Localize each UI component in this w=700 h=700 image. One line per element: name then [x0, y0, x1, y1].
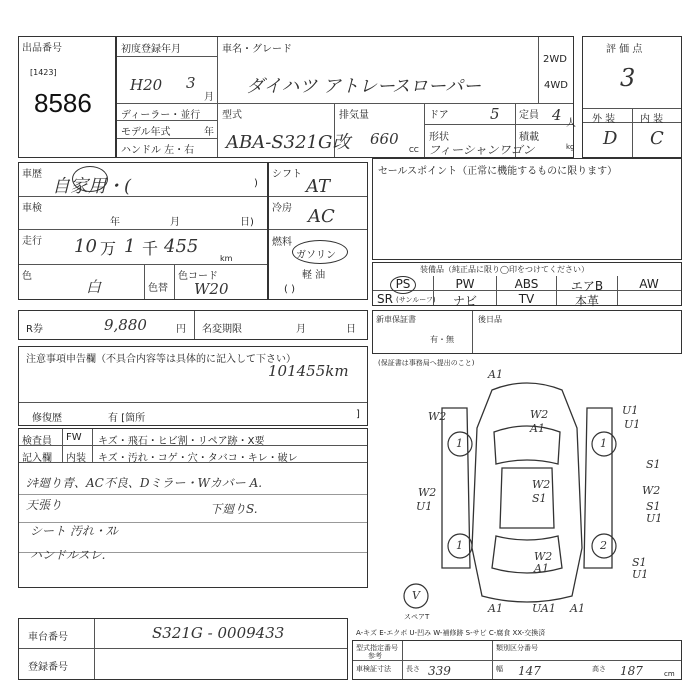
- shift-value: AT: [306, 176, 331, 197]
- deadline-label: 名変期限: [202, 324, 242, 335]
- warranty-label: 新車保証書: [376, 315, 416, 324]
- mark-w2-d: W2: [418, 486, 437, 499]
- km-unit: km: [220, 254, 233, 263]
- divider: [19, 264, 267, 265]
- divider: [269, 229, 367, 230]
- displacement: 660: [370, 130, 399, 148]
- mark-u1-a: U1: [622, 404, 639, 417]
- divider: [402, 641, 403, 679]
- mark-a1-d: A1: [488, 602, 503, 615]
- inspection-day-unit: 日): [240, 217, 254, 228]
- divider: [62, 429, 63, 462]
- hand-note-4: シート 汚れ・ｽﾚ: [30, 524, 118, 538]
- drive-2wd: 2WD: [543, 54, 567, 65]
- divider: [19, 402, 367, 403]
- width-label: 幅: [496, 665, 503, 673]
- guarantee-note: (保証書は事務局へ提出のこと): [378, 359, 475, 367]
- dims-label: 型式指定番号: [356, 644, 398, 652]
- interior-label: 内 装: [640, 114, 664, 125]
- handle-label: ハンドル 左・右: [121, 145, 195, 156]
- history-circle: [72, 166, 108, 192]
- chassis-number: S321G - 0009433: [152, 624, 285, 642]
- mark-a1-top: A1: [488, 368, 503, 381]
- dealer-label: ディーラー・並行: [121, 110, 201, 121]
- shape-label: 形状: [429, 132, 449, 143]
- inspection-year-unit: 年: [110, 217, 120, 228]
- wheel-mark-fr: 1: [600, 437, 607, 450]
- score-label: 評 価 点: [606, 44, 643, 55]
- sales-label: セールスポイント（正常に機能するものに限ります）: [378, 166, 618, 177]
- repair-close: ]: [356, 409, 360, 420]
- ac-value: AC: [308, 206, 335, 227]
- fw-items: キズ・飛石・ヒビ割・リペア跡・X要: [98, 436, 265, 447]
- equip-aw: AW: [639, 277, 659, 291]
- displacement-label: 排気量: [339, 110, 369, 121]
- equip-sr: SR: [377, 292, 393, 306]
- notes-label: 注意事項申告欄（不具合内容等は具体的に記入して下さい）: [26, 354, 296, 365]
- mark-a1-c: A1: [534, 562, 549, 575]
- repair-value: 有 [箇所: [108, 413, 146, 424]
- recycle-value: 9,880: [104, 316, 147, 334]
- fuel-label: 燃料: [272, 237, 292, 248]
- height-value: 187: [620, 664, 643, 678]
- car-windshield: [494, 426, 560, 464]
- equip-pw: PW: [455, 277, 475, 291]
- wheel-mark-rl: 1: [456, 539, 463, 552]
- equip-abs: ABS: [514, 277, 539, 291]
- divider: [19, 648, 347, 649]
- exterior-label: 外 装: [592, 114, 616, 125]
- warranty-options: 有・無: [430, 335, 454, 344]
- history-close: ): [254, 178, 258, 189]
- color-code-label: 色コード: [178, 271, 218, 282]
- interior-check-label: 内装: [66, 453, 86, 464]
- spare-label: スペアT: [404, 613, 430, 621]
- repair-label: 修復歴: [32, 413, 62, 424]
- warranty-box: [372, 310, 682, 354]
- grade: スローパー: [392, 76, 482, 97]
- mileage-1k: 1: [124, 236, 136, 257]
- car-name: ダイハツ アトレー: [246, 76, 396, 97]
- hand-note-2: 天張り: [26, 498, 63, 512]
- sen-unit: 千: [142, 239, 159, 258]
- inspector-label-1: 検査員: [22, 436, 52, 447]
- man-unit: 万: [100, 239, 117, 258]
- shift-label: シフト: [272, 169, 302, 180]
- len-value: 339: [428, 664, 451, 678]
- mark-a1-b: A1: [530, 422, 545, 435]
- fuel-gas: ガソリン: [296, 250, 336, 261]
- capacity-label: 定員: [519, 110, 539, 121]
- doors: 5: [490, 105, 500, 123]
- wheel-mark-rr: 2: [600, 539, 607, 552]
- equip-navi: ナビ: [452, 294, 477, 308]
- divider: [632, 108, 633, 157]
- drive-4wd: 4WD: [544, 80, 568, 91]
- len-label: 長さ: [406, 665, 420, 673]
- recycle-label: R券: [26, 324, 43, 335]
- color-value: 白: [86, 278, 102, 296]
- divider: [492, 641, 493, 679]
- car-outline: [472, 383, 582, 602]
- fw-label: FW: [66, 432, 82, 443]
- mileage-note: 101455km: [268, 362, 349, 380]
- chassis-label: 車台番号: [28, 632, 68, 643]
- divider: [117, 56, 217, 57]
- mark-u1-b: U1: [624, 418, 641, 431]
- model-code: ABA-S321G改: [226, 132, 351, 153]
- mark-w2-f: W2: [534, 550, 553, 563]
- dims-ref: 参考: [368, 652, 382, 660]
- car-name-label: 車名・グレード: [222, 44, 292, 55]
- mark-s1-d: S1: [632, 556, 647, 569]
- divider: [217, 37, 218, 157]
- inner-label: 車検証寸法: [356, 665, 391, 673]
- cc-unit: CC: [409, 146, 419, 154]
- model-year-label: モデル年式: [121, 127, 171, 138]
- mark-s1-a: S1: [532, 492, 547, 505]
- damage-legend: A-キズ E-エクボ U-凹み W-補修跡 S-サビ C-腐食 XX-交換済: [356, 629, 546, 637]
- door-label: ドア: [429, 110, 449, 121]
- hand-note-1: ｼｷ廻り青、AC不良、Dミラー・Wカバー A.: [26, 476, 263, 490]
- model-year-unit: 年: [204, 127, 214, 138]
- equip-tv: TV: [518, 292, 535, 306]
- equip-ps: PS: [395, 277, 411, 291]
- divider: [144, 265, 145, 299]
- deadline-month: 月: [296, 324, 306, 335]
- divider: [92, 429, 93, 462]
- mark-u1-c: U1: [416, 500, 433, 513]
- recycle-unit: 円: [176, 324, 186, 335]
- interior-items: キズ・汚れ・コゲ・穴・タバコ・キレ・破レ: [98, 453, 298, 464]
- deadline-day: 日: [346, 324, 356, 335]
- reg-label: 初度登録年月: [121, 44, 181, 55]
- mark-ua1: UA1: [532, 602, 556, 615]
- mileage-label: 走行: [22, 236, 42, 247]
- mark-w2-a: W2: [530, 408, 549, 421]
- hand-note-3: 下廻りS.: [210, 502, 258, 516]
- reg-month-unit: 月: [204, 92, 214, 103]
- mileage-rest: 455: [164, 236, 199, 257]
- inspection-month-unit: 月: [170, 217, 180, 228]
- mileage-10k: 10: [74, 236, 97, 257]
- load-unit: kg: [566, 143, 575, 151]
- cm-unit: cm: [664, 670, 675, 678]
- height-label: 高さ: [592, 665, 606, 673]
- equip-sr-note: (サンルーフ): [396, 296, 436, 304]
- mark-s1-b: S1: [646, 458, 661, 471]
- mark-u1-d: U1: [646, 512, 663, 525]
- ac-label: 冷房: [272, 203, 292, 214]
- reg-number-label: 登録番号: [28, 662, 68, 673]
- fuel-circle: [292, 240, 348, 264]
- inspection-label: 車検: [22, 203, 42, 214]
- equip-leather: 本革: [574, 294, 599, 308]
- divider: [94, 619, 95, 679]
- divider: [117, 138, 217, 139]
- lot-label: 出品番号: [22, 43, 62, 54]
- exterior-grade: D: [603, 128, 618, 149]
- equipment-label: 装備品（純正品に限り◯印をつけてください）: [420, 265, 589, 274]
- color-code: W20: [194, 280, 229, 298]
- color-num-label: 色替: [148, 283, 168, 294]
- load-label: 積載: [519, 132, 539, 143]
- wheel-mark-fl: 1: [456, 437, 463, 450]
- mark-s1-c: S1: [646, 500, 661, 513]
- equip-airbag: エアB: [570, 279, 604, 293]
- recycle-box: [18, 310, 368, 340]
- after-label: 後日品: [478, 315, 502, 324]
- history-label: 車歴: [22, 169, 42, 180]
- divider: [174, 265, 175, 299]
- color-label: 色: [22, 271, 32, 282]
- capacity-unit: 人: [566, 118, 576, 129]
- mark-w2-c: W2: [532, 478, 551, 491]
- divider: [472, 311, 473, 353]
- divider: [538, 37, 539, 103]
- fuel-light: 軽 油: [302, 270, 326, 281]
- divider: [117, 103, 573, 104]
- reg-month: 3: [186, 74, 196, 92]
- inspector-label-2: 記入欄: [22, 453, 52, 464]
- hand-note-5: ハンドルスレ.: [30, 548, 106, 562]
- mark-w2-e: W2: [642, 484, 661, 497]
- capacity: 4: [552, 106, 562, 124]
- spare-mark: V: [412, 589, 420, 602]
- divider: [194, 311, 195, 339]
- width-value: 147: [518, 664, 541, 678]
- fuel-paren: ( ): [284, 284, 295, 295]
- class-label: 類別区分番号: [496, 644, 538, 652]
- history-value: 自家用・(: [52, 176, 132, 197]
- divider: [424, 124, 573, 125]
- divider: [424, 103, 425, 157]
- mark-w2-b: W2: [428, 410, 447, 423]
- shape: フィーシャンワゴン: [428, 143, 535, 157]
- score-value: 3: [620, 64, 636, 92]
- type-label: 型式: [222, 110, 242, 121]
- lot-sub: [1423]: [30, 68, 57, 77]
- reg-year: H20: [130, 76, 163, 94]
- lot-number: 8586: [34, 88, 92, 118]
- mark-a1-e: A1: [570, 602, 585, 615]
- mark-u1-e: U1: [632, 568, 649, 581]
- divider: [19, 229, 267, 230]
- ruled-line: [19, 494, 367, 495]
- interior-grade: C: [650, 128, 664, 149]
